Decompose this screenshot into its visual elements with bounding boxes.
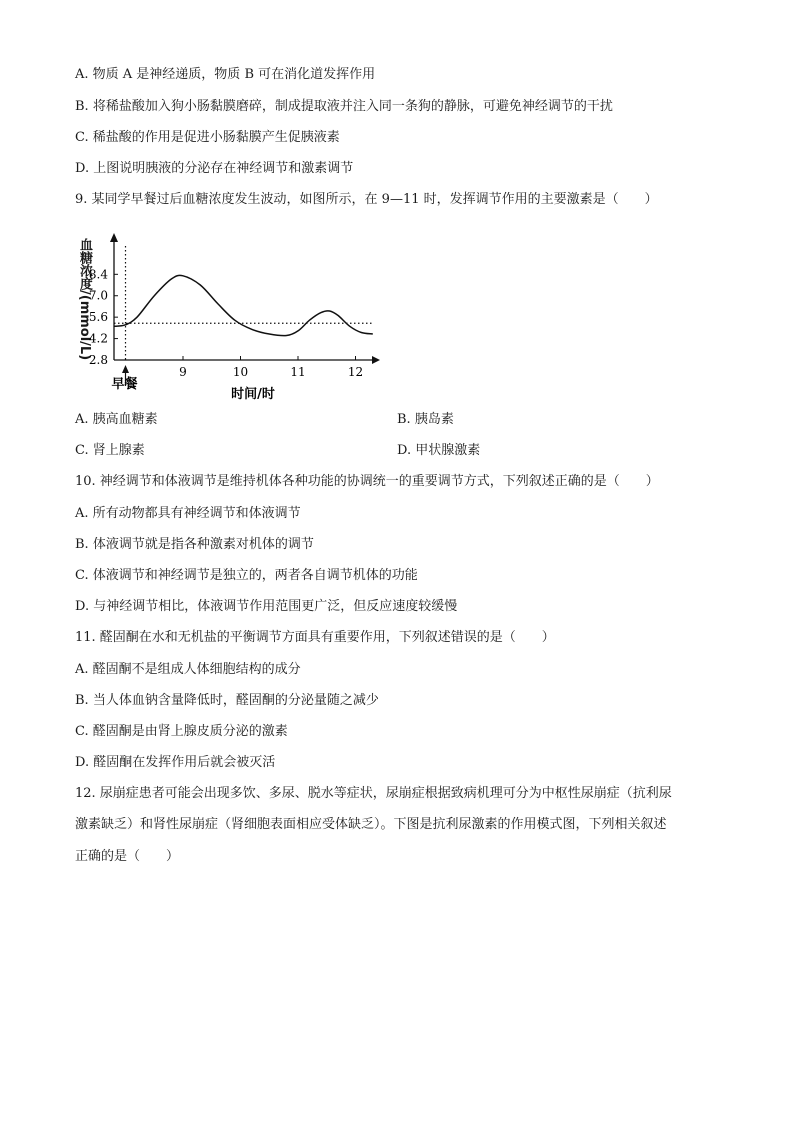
x-axis-title: 时间/时 xyxy=(231,387,275,402)
q10-stem: 10. 神经调节和体液调节是维持机体各种功能的协调统一的重要调节方式，下列叙述正确的是（ ） xyxy=(75,474,659,489)
q11-stem: 11. 醛固酮在水和无机盐的平衡调节方面具有重要作用，下列叙述错误的是（ ） xyxy=(75,630,555,645)
x-tick-label: 12 xyxy=(347,365,364,379)
x-tick-label: 11 xyxy=(290,365,306,379)
breakfast-label: 早餐 xyxy=(111,377,138,392)
q11-option-c: C. 醛固酮是由肾上腺皮质分泌的激素 xyxy=(75,724,288,739)
q10-option-b: B. 体液调节就是指各种激素对机体的调节 xyxy=(75,537,314,552)
y-tick-label: 5.6 xyxy=(88,310,108,325)
y-tick-label: 8.4 xyxy=(88,267,108,282)
q11-option-b: B. 当人体血钠含量降低时，醛固酮的分泌量随之减少 xyxy=(75,693,379,708)
q8-option-b: B. 将稀盐酸加入狗小肠黏膜磨碎，制成提取液并注入同一条狗的静脉，可避免神经调节的干扰 xyxy=(75,99,613,114)
q9-option-a: A. 胰高血糖素 xyxy=(75,412,158,427)
q10-option-d: D. 与神经调节相比，体液调节作用范围更广泛，但反应速度较缓慢 xyxy=(75,599,458,614)
glucose-curve xyxy=(114,275,373,335)
q11-option-d: D. 醛固酮在发挥作用后就会被灭活 xyxy=(75,755,276,770)
x-axis-arrow-icon xyxy=(372,356,380,364)
breakfast-arrow-icon xyxy=(122,365,129,373)
q9-option-c: C. 肾上腺素 xyxy=(75,443,145,458)
y-tick-label: 2.8 xyxy=(88,353,108,367)
q10-option-a: A. 所有动物都具有神经调节和体液调节 xyxy=(75,506,301,521)
q12-stem-line-3: 正确的是（ ） xyxy=(75,849,180,864)
chart-y-axis-title: 血糖浓度/(mmol/L) xyxy=(77,238,92,361)
y-tick-label: 7.0 xyxy=(88,288,108,303)
x-tick-label: 10 xyxy=(232,365,249,379)
q10-option-c: C. 体液调节和神经调节是独立的，两者各自调节机体的功能 xyxy=(75,568,418,583)
q11-option-a: A. 醛固酮不是组成人体细胞结构的成分 xyxy=(75,662,301,677)
y-tick-label: 4.2 xyxy=(88,331,108,346)
x-tick-label: 9 xyxy=(179,365,187,379)
q12-stem-line-1: 12. 尿崩症患者可能会出现多饮、多尿、脱水等症状，尿崩症根据致病机理可分为中枢性尿崩症（抗利尿 xyxy=(75,786,672,801)
q8-option-d: D. 上图说明胰液的分泌存在神经调节和激素调节 xyxy=(75,161,354,176)
q9-option-d: D. 甲状腺激素 xyxy=(397,443,481,458)
q9-option-b: B. 胰岛素 xyxy=(397,412,454,427)
y-axis-arrow-icon xyxy=(110,233,118,242)
q9-stem: 9. 某同学早餐过后血糖浓度发生波动，如图所示，在 9—11 时，发挥调节作用的主要激素是（ ） xyxy=(75,192,658,207)
q8-option-c: C. 稀盐酸的作用是促进小肠黏膜产生促胰液素 xyxy=(75,130,340,145)
q12-stem-line-2: 激素缺乏）和肾性尿崩症（肾细胞表面相应受体缺乏）。下图是抗利尿激素的作用模式图，下列相关叙述 xyxy=(75,817,667,832)
q8-option-a: A. 物质 A 是神经递质，物质 B 可在消化道发挥作用 xyxy=(75,67,376,82)
blood-glucose-chart xyxy=(70,228,390,406)
